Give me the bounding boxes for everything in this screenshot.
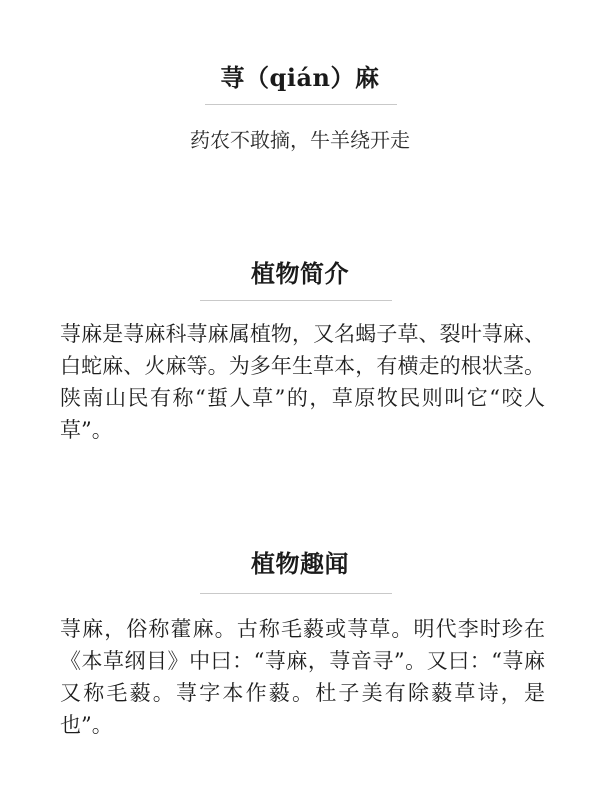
title-divider	[205, 104, 397, 105]
intro-paragraph: 荨麻是荨麻科荨麻属植物，又名蝎子草、裂叶荨麻、白蛇麻、火麻等。为多年生草本，有横走的根状茎。陕南山民有称“蜇人草”的，草原牧民则叫它“咬人草”。	[60, 322, 545, 442]
section-heading-fun-facts: 植物趣闻	[251, 549, 349, 578]
section-heading-intro: 植物简介	[251, 259, 349, 288]
page-title: 荨（qián）麻	[220, 63, 380, 92]
page-subtitle: 药农不敢摘，牛羊绕开走	[190, 128, 410, 152]
fun-facts-divider	[200, 593, 392, 594]
fun-facts-paragraph: 荨麻，俗称藿麻。古称毛藙或荨草。明代李时珍在《本草纲目》中曰：“荨麻，荨音寻”。又曰：“荨麻又称毛藙。荨字本作藙。杜子美有除藙草诗，是也”。	[60, 617, 545, 737]
intro-divider	[200, 300, 392, 301]
